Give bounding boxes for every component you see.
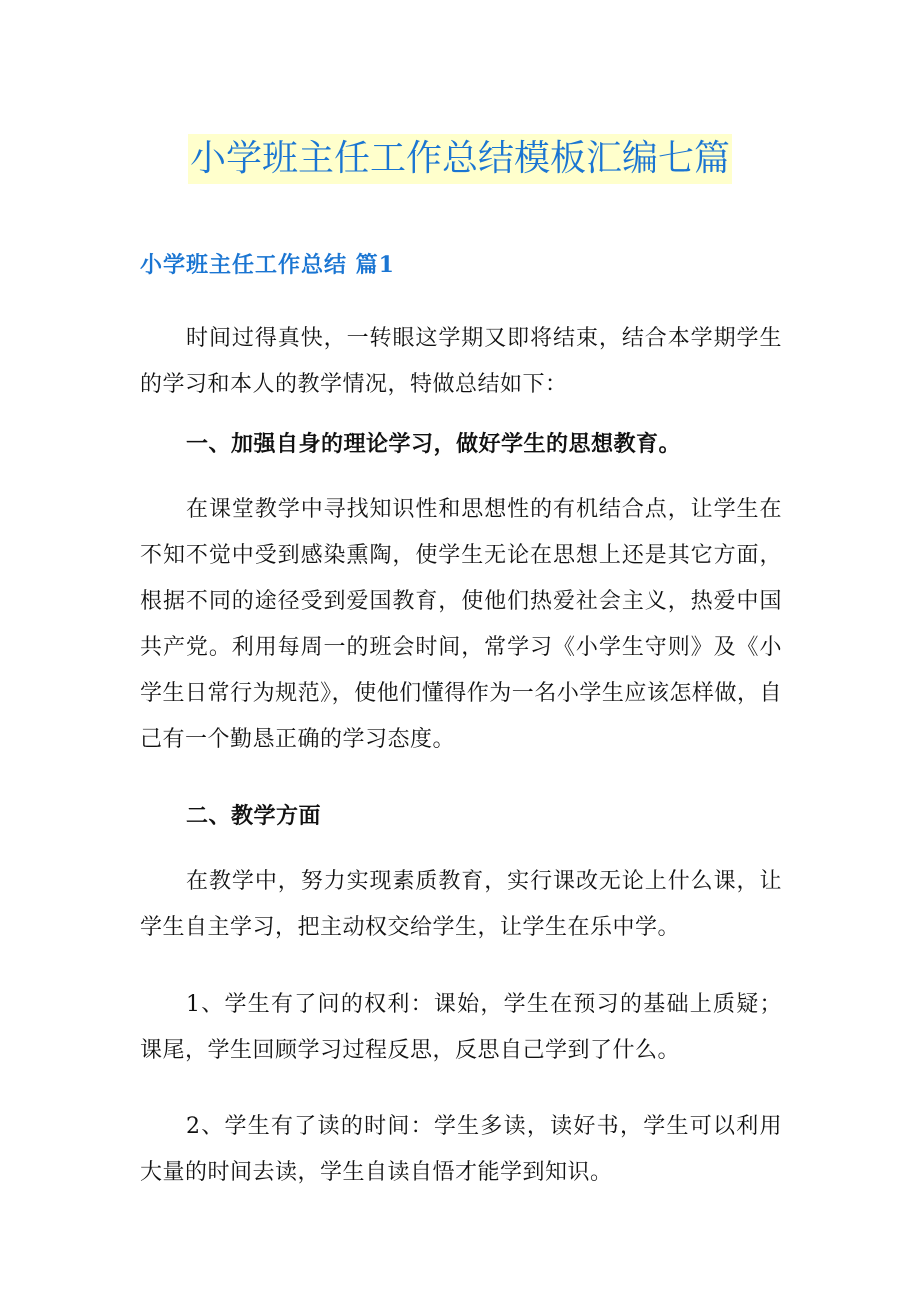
- title-container: [0, 134, 920, 184]
- subheading-theory: [140, 421, 782, 467]
- paragraph-text: 在课堂教学中寻找知识性和思想性的有机结合点，让学生在不知不觉中受到感染熏陶，使学生无论在思想上还是其它方面，根据不同的途径受到爱国教育，使他们热爱社会主义，热爱中国共产党。利用每周一的班会时间，常学习《小学生守则》及《小学生日常行为规范》，使他们懂得作为一名小学生应该怎样做，自己有一个勤恳正确的学习态度。: [140, 497, 782, 752]
- subheading-text: 一、加强自身的理论学习，做好学生的思想教育。: [186, 431, 682, 457]
- paragraph-text: 在教学中，努力实现素质教育，实行课改无论上什么课，让学生自主学习，把主动权交给学生，让学生在乐中学。: [140, 869, 782, 940]
- paragraph-text: 时间过得真快，一转眼这学期又即将结束，结合本学期学生的学习和本人的教学情况，特做总结如下：: [140, 326, 782, 397]
- intro-paragraph: [140, 316, 782, 408]
- list-item-2: [140, 1104, 782, 1196]
- subheading-teaching: [140, 793, 782, 839]
- subheading-text: 二、教学方面: [186, 803, 322, 829]
- body-paragraph-teaching: [140, 859, 782, 951]
- document-title: 小学班主任工作总结模板汇编七篇: [188, 134, 732, 184]
- paragraph-text: 2、学生有了读的时间：学生多读，读好书，学生可以利用大量的时间去读，学生自读自悟才能学到知识。: [140, 1114, 782, 1185]
- body-paragraph-education: [140, 487, 782, 763]
- list-item-1: [140, 982, 782, 1074]
- section-heading: 小学班主任工作总结 篇1: [140, 252, 395, 278]
- paragraph-text: 1、学生有了问的权利：课始，学生在预习的基础上质疑；课尾，学生回顾学习过程反思，反思自己学到了什么。: [140, 992, 782, 1063]
